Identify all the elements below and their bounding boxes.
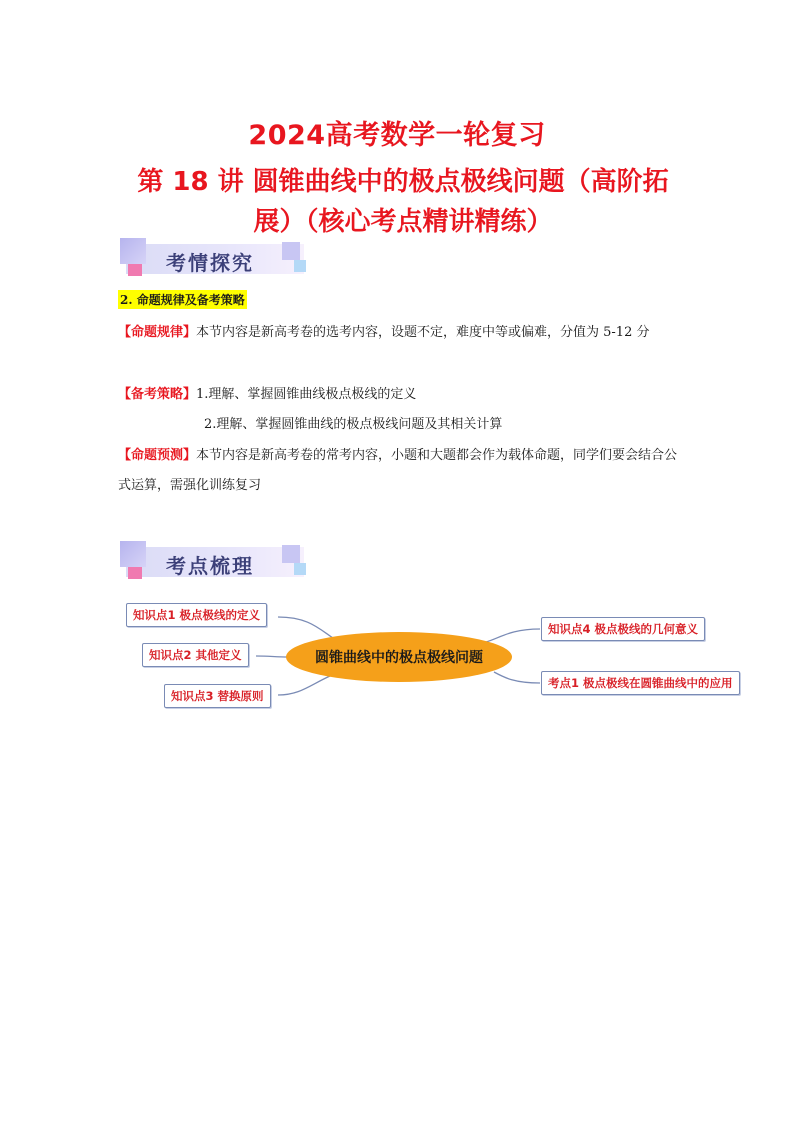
mindmap-center-topic: 圆锥曲线中的极点极线问题 — [286, 632, 512, 682]
banner-square-icon — [282, 242, 300, 260]
mindmap-node-definition: 知识点1 极点极线的定义 — [126, 603, 267, 627]
strategy-item-2: 2.理解、掌握圆锥曲线的极点极线问题及其相关计算 — [204, 417, 503, 432]
banner-accent-icon — [128, 567, 142, 579]
prediction-text: 本节内容是新高考卷的常考内容，小题和大题都会作为载体命题，同学们要会结合公式运算，需强化训练复习 — [118, 448, 678, 493]
banner-square-icon — [120, 238, 146, 264]
mindmap-node-other-definitions: 知识点2 其他定义 — [142, 643, 249, 667]
section-banner-key-points — [120, 541, 310, 585]
connector-line — [256, 656, 288, 657]
rule-tag: 【命题规律】 — [118, 325, 197, 340]
banner-accent-icon — [294, 563, 306, 575]
mindmap-node-geometric-meaning: 知识点4 极点极线的几何意义 — [541, 617, 705, 641]
strategy-paragraph — [118, 380, 683, 440]
prediction-tag: 【命题预测】 — [118, 448, 197, 463]
mindmap-node-substitution: 知识点3 替换原则 — [164, 684, 271, 708]
rule-text: 本节内容是新高考卷的选考内容，设题不定，难度中等或偏难，分值为 5-12 分 — [196, 325, 650, 340]
document-title: 2024高考数学一轮复习 — [248, 120, 546, 151]
strategy-item-1: 1.理解、掌握圆锥曲线极点极线的定义 — [196, 387, 417, 402]
banner-accent-icon — [128, 264, 142, 276]
lecture-title: 第 18 讲 圆锥曲线中的极点极线问题（高阶拓展）（核心考点精讲精练） — [137, 167, 669, 237]
banner-accent-icon — [294, 260, 306, 272]
banner-square-icon — [282, 545, 300, 563]
section-heading: 考点梳理 — [166, 554, 254, 578]
rule-paragraph — [118, 318, 683, 348]
banner-square-icon — [120, 541, 146, 567]
connector-line — [278, 676, 330, 695]
connector-line — [486, 629, 540, 642]
mindmap-node-application: 考点1 极点极线在圆锥曲线中的应用 — [541, 671, 740, 695]
section-heading: 考情探究 — [166, 251, 254, 275]
prediction-paragraph — [118, 441, 683, 501]
connector-line — [494, 672, 540, 683]
strategy-tag: 【备考策略】 — [118, 387, 197, 402]
subheading: 2. 命题规律及备考策略 — [118, 290, 247, 309]
section-banner-exam-analysis — [120, 238, 310, 282]
